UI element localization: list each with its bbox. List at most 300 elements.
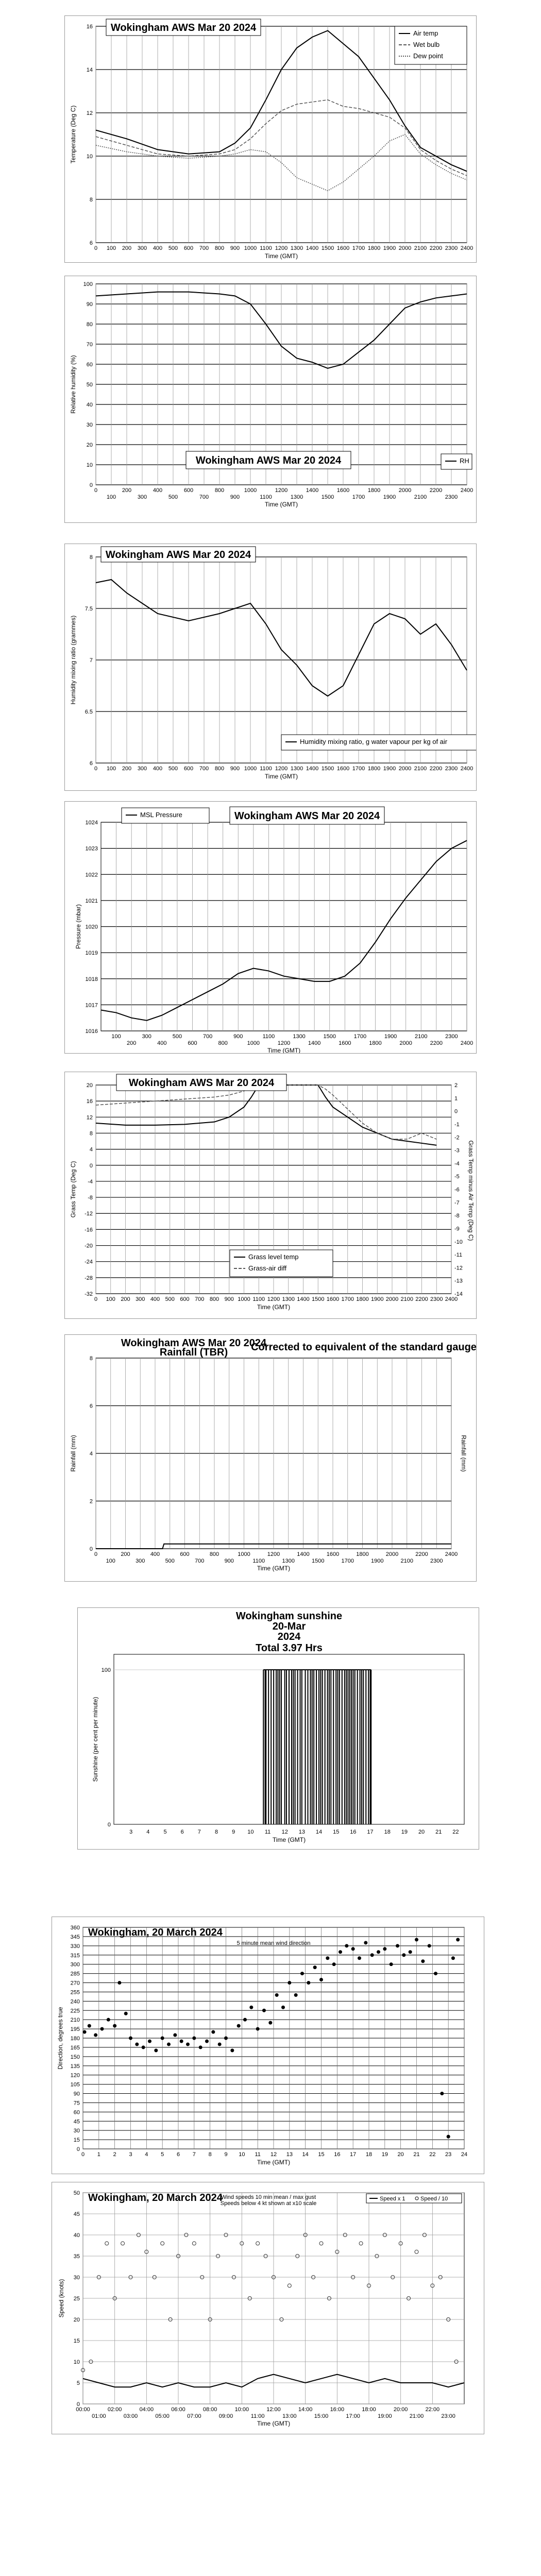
y-right-axis-label: Grass Temp minus Air Temp (Deg C)	[467, 1140, 475, 1241]
wind-direction-point	[326, 1956, 329, 1960]
y-right-tick-label: -13	[454, 1278, 463, 1284]
x-tick-label: 100	[106, 766, 116, 772]
x-tick-label: 5	[163, 1829, 167, 1835]
x-tick-label: 800	[214, 245, 225, 251]
wind-speed-chart	[52, 2182, 484, 2434]
x-tick-label: 0	[94, 766, 98, 772]
x-tick-label: 2400	[445, 1551, 458, 1557]
x-tick-label: 15	[333, 1829, 340, 1835]
x-tick-label: 1100	[252, 1558, 265, 1564]
x-tick-label: 0	[94, 487, 98, 494]
y-tick-label: 165	[70, 2044, 80, 2051]
x-tick-label: 22	[429, 2151, 436, 2158]
x-tick-label: 10	[247, 1829, 254, 1835]
x-tick-label: 19	[401, 1829, 408, 1835]
wind-direction-point	[377, 1950, 380, 1954]
x-tick-label: 800	[214, 766, 225, 772]
x-tick-label: 9	[232, 1829, 235, 1835]
y-tick-label: 25	[73, 2296, 80, 2302]
y-tick-label: 345	[70, 1934, 80, 1940]
x-tick-label: 1300	[282, 1296, 295, 1302]
x-tick-label: 2400	[460, 487, 474, 494]
x-axis-label: Time (GMT)	[264, 501, 298, 508]
wind-direction-point	[107, 2018, 110, 2022]
y-tick-label: 150	[70, 2054, 80, 2060]
x-tick-label: 17:00	[346, 2413, 360, 2419]
legend-label: Dew point	[413, 52, 443, 60]
x-tick-label: 19	[381, 2151, 388, 2158]
wind-direction-point	[402, 1953, 405, 1957]
x-tick-label: 1300	[290, 494, 303, 500]
wind-direction-chart	[52, 1917, 484, 2174]
chart-title: Wokingham AWS Mar 20 2024	[128, 1077, 275, 1089]
x-axis-label: Time (GMT)	[272, 1836, 306, 1843]
x-tick-label: 1100	[260, 766, 272, 772]
wind-direction-point	[205, 2039, 209, 2043]
wind-direction-point	[161, 2037, 164, 2040]
y-tick-label: 240	[70, 1998, 80, 2005]
y-axis-label: Sunshine (per cent per minute)	[92, 1697, 99, 1782]
x-tick-label: 1000	[238, 1551, 250, 1557]
x-tick-label: 09:00	[218, 2413, 233, 2419]
y-tick-label: 0	[76, 2146, 80, 2153]
y-tick-label: 14	[86, 67, 93, 73]
x-tick-label: 17	[350, 2151, 357, 2158]
y-tick-label: 15	[73, 2137, 80, 2144]
wind-direction-point	[268, 2021, 272, 2025]
x-tick-label: 16:00	[330, 2406, 345, 2413]
wind-direction-point	[173, 2033, 177, 2037]
wind-direction-point	[211, 2030, 215, 2034]
x-tick-label: 600	[180, 1296, 190, 1302]
wind-direction-point	[428, 1944, 431, 1947]
wind-direction-point	[230, 2048, 234, 2052]
wind-direction-point	[94, 2033, 97, 2037]
mixing-ratio-chart-panel	[64, 544, 477, 791]
x-tick-label: 03:00	[123, 2413, 138, 2419]
x-tick-label: 1800	[367, 245, 381, 251]
x-tick-label: 7	[192, 2151, 196, 2158]
temperature-chart	[65, 16, 476, 262]
y-tick-label: -24	[84, 1259, 93, 1265]
wind-direction-point	[186, 2042, 190, 2046]
x-tick-label: 19:00	[378, 2413, 392, 2419]
y-tick-label: 80	[86, 321, 93, 328]
pressure-chart	[65, 802, 476, 1053]
x-axis-label: Time (GMT)	[264, 252, 298, 260]
y-tick-label: 8	[89, 197, 93, 203]
x-axis-label: Time (GMT)	[257, 2159, 291, 2166]
x-tick-label: 600	[188, 1040, 197, 1046]
sunshine-chart	[78, 1608, 479, 1849]
x-tick-label: 6	[176, 2151, 180, 2158]
y-tick-label: 30	[73, 2128, 80, 2134]
x-tick-label: 0	[94, 1551, 98, 1557]
wind-direction-point	[117, 1981, 121, 1985]
x-tick-label: 2300	[445, 1033, 458, 1040]
x-tick-label: 14:00	[298, 2406, 313, 2413]
chart-annotation: Corrected to equivalent of the standard gauge	[251, 1342, 476, 1353]
pressure-chart-panel	[64, 801, 477, 1054]
y-tick-label: 60	[73, 2109, 80, 2116]
x-tick-label: 18:00	[362, 2406, 376, 2413]
wind-direction-point	[256, 2027, 260, 2031]
y-tick-label: 2	[89, 1498, 93, 1505]
x-tick-label: 1400	[297, 1296, 310, 1302]
y-tick-label: 6	[89, 760, 93, 767]
y-tick-label: 8	[89, 1355, 93, 1362]
y-right-tick-label: -12	[454, 1265, 463, 1272]
y-tick-label: 0	[89, 1546, 93, 1552]
x-tick-label: 200	[122, 487, 132, 494]
x-tick-label: 1400	[308, 1040, 321, 1046]
y-axis-label: Rainfall (mm)	[70, 1435, 77, 1472]
x-tick-label: 1400	[306, 766, 319, 772]
x-tick-label: 400	[150, 1296, 160, 1302]
x-tick-label: 15	[318, 2151, 325, 2158]
y-tick-label: 180	[70, 2036, 80, 2042]
x-tick-label: 900	[230, 494, 240, 500]
y-tick-label: 1023	[85, 845, 98, 852]
x-tick-label: 9	[224, 2151, 228, 2158]
x-tick-label: 200	[122, 766, 132, 772]
x-tick-label: 1800	[369, 1040, 382, 1046]
x-tick-label: 02:00	[107, 2406, 122, 2413]
x-tick-label: 22:00	[425, 2406, 440, 2413]
x-tick-label: 1500	[312, 1558, 325, 1564]
x-tick-label: 700	[195, 1296, 205, 1302]
y-tick-label: 12	[86, 110, 93, 116]
wind-direction-point	[148, 2039, 151, 2043]
x-tick-label: 1900	[383, 245, 396, 251]
y-tick-label: 285	[70, 1971, 80, 1977]
y-tick-label: 210	[70, 2017, 80, 2024]
y-right-tick-label: -6	[454, 1187, 460, 1193]
y-tick-label: 1016	[85, 1028, 98, 1035]
x-tick-label: 2200	[429, 245, 443, 251]
x-tick-label: 8	[208, 2151, 212, 2158]
x-tick-label: 1200	[267, 1296, 280, 1302]
wind-direction-point	[358, 1956, 361, 1960]
x-tick-label: 2000	[385, 1551, 399, 1557]
y-tick-label: 330	[70, 1943, 80, 1950]
chart-total: Total 3.97 Hrs	[256, 1642, 323, 1654]
wind-direction-point	[288, 1981, 291, 1985]
wind-direction-point	[409, 1950, 412, 1954]
x-tick-label: 2100	[400, 1558, 413, 1564]
x-tick-label: 800	[214, 487, 225, 494]
x-tick-label: 11	[264, 1829, 271, 1835]
y-tick-label: 0	[107, 1822, 111, 1828]
x-axis-label: Time (GMT)	[257, 1565, 291, 1572]
x-tick-label: 1600	[339, 1040, 351, 1046]
wind-direction-point	[319, 1978, 323, 1981]
y-tick-label: 360	[70, 1925, 80, 1931]
x-tick-label: 1200	[267, 1551, 280, 1557]
x-tick-label: 700	[199, 245, 209, 251]
legend-label: MSL Pressure	[140, 811, 182, 819]
wind-direction-point	[351, 1947, 355, 1951]
rainfall-chart-panel	[64, 1334, 477, 1582]
wind-direction-point	[313, 1965, 317, 1969]
x-tick-label: 2400	[460, 766, 474, 772]
x-tick-label: 1200	[277, 1040, 291, 1046]
legend-label: Grass-air diff	[248, 1264, 287, 1272]
wind-direction-point	[383, 1947, 386, 1951]
x-tick-label: 1500	[321, 245, 334, 251]
x-tick-label: 13:00	[282, 2413, 297, 2419]
y-tick-label: 100	[101, 1667, 111, 1673]
x-tick-label: 2300	[430, 1558, 443, 1564]
chart-title: Wokingham AWS Mar 20 2024	[105, 549, 251, 561]
x-tick-label: 1300	[282, 1558, 295, 1564]
x-tick-label: 900	[230, 766, 240, 772]
x-tick-label: 400	[153, 766, 163, 772]
x-tick-label: 100	[106, 494, 116, 500]
x-tick-label: 200	[121, 1551, 130, 1557]
x-tick-label: 1000	[244, 245, 257, 251]
y-tick-label: 60	[86, 362, 93, 368]
x-tick-label: 700	[199, 766, 209, 772]
y-right-tick-label: -7	[454, 1199, 460, 1206]
x-tick-label: 14	[302, 2151, 309, 2158]
x-tick-label: 2200	[415, 1551, 428, 1557]
x-tick-label: 2100	[414, 245, 427, 251]
y-tick-label: 225	[70, 2008, 80, 2014]
y-tick-label: 20	[86, 442, 93, 448]
x-tick-label: 900	[224, 1296, 234, 1302]
x-tick-label: 600	[180, 1551, 190, 1557]
chart-title: Wokingham, 20 March 2024	[88, 1927, 223, 1938]
x-tick-label: 100	[111, 1033, 121, 1040]
x-tick-label: 1400	[297, 1551, 310, 1557]
x-tick-label: 1800	[367, 766, 381, 772]
x-tick-label: 300	[136, 1558, 145, 1564]
x-tick-label: 1900	[383, 494, 396, 500]
y-tick-label: 255	[70, 1989, 80, 1996]
x-tick-label: 300	[136, 1296, 145, 1302]
y-tick-label: 75	[73, 2100, 80, 2107]
x-tick-label: 1000	[244, 487, 257, 494]
x-tick-label: 2300	[445, 766, 458, 772]
y-tick-label: -20	[84, 1243, 93, 1249]
wind-direction-point	[434, 1972, 437, 1975]
x-tick-label: 20:00	[393, 2406, 408, 2413]
x-tick-label: 800	[209, 1296, 219, 1302]
humidity-chart	[65, 276, 476, 522]
x-tick-label: 2000	[399, 1040, 412, 1046]
wind-direction-point	[390, 1962, 393, 1966]
y-tick-label: -8	[88, 1195, 93, 1201]
x-tick-label: 2100	[414, 766, 427, 772]
wind-direction-point	[275, 1993, 279, 1997]
x-tick-label: 2000	[398, 487, 412, 494]
x-tick-label: 100	[106, 245, 116, 251]
x-tick-label: 2	[113, 2151, 116, 2158]
x-tick-label: 900	[230, 245, 240, 251]
x-tick-label: 7	[197, 1829, 201, 1835]
y-axis-label: Pressure (mbar)	[75, 904, 82, 949]
wind-direction-point	[421, 1959, 425, 1963]
x-tick-label: 11:00	[250, 2413, 265, 2419]
x-tick-label: 500	[165, 1558, 175, 1564]
x-tick-label: 1900	[384, 1033, 397, 1040]
y-tick-label: 35	[73, 2253, 80, 2260]
humidity-chart-panel	[64, 276, 477, 523]
legend-label: RH	[460, 457, 469, 465]
y-tick-label: 1021	[85, 897, 98, 904]
x-tick-label: 2400	[445, 1296, 458, 1302]
x-tick-label: 5	[161, 2151, 164, 2158]
y-tick-label: 0	[89, 1162, 93, 1169]
x-tick-label: 1100	[260, 245, 272, 251]
y-tick-label: 45	[73, 2119, 80, 2125]
x-tick-label: 300	[137, 245, 147, 251]
y-tick-label: 4	[89, 1146, 93, 1153]
x-tick-label: 2400	[460, 245, 474, 251]
x-tick-label: 08:00	[202, 2406, 217, 2413]
y-right-tick-label: 1	[454, 1095, 458, 1102]
wind-direction-point	[370, 1953, 374, 1957]
wind-direction-point	[339, 1950, 342, 1954]
x-tick-label: 500	[172, 1033, 182, 1040]
x-tick-label: 2200	[429, 487, 443, 494]
x-tick-label: 400	[157, 1040, 167, 1046]
y-tick-label: 40	[73, 2232, 80, 2239]
x-tick-label: 10	[239, 2151, 245, 2158]
y-tick-label: 0	[76, 2401, 80, 2408]
x-tick-label: 1500	[321, 766, 334, 772]
x-tick-label: 15:00	[314, 2413, 329, 2419]
x-tick-label: 21:00	[409, 2413, 424, 2419]
y-tick-label: 16	[86, 1098, 93, 1105]
wind-direction-point	[415, 1938, 418, 1941]
x-tick-label: 600	[183, 245, 194, 251]
y-right-tick-label: -5	[454, 1174, 460, 1180]
y-tick-label: 120	[70, 2072, 80, 2079]
x-tick-label: 2300	[430, 1296, 443, 1302]
x-tick-label: 1600	[326, 1296, 340, 1302]
y-right-tick-label: -9	[454, 1226, 460, 1232]
y-tick-label: 1022	[85, 872, 98, 878]
x-tick-label: 1600	[326, 1551, 340, 1557]
y-tick-label: 105	[70, 2081, 80, 2088]
x-tick-label: 1000	[244, 766, 257, 772]
x-tick-label: 06:00	[171, 2406, 185, 2413]
y-tick-label: 30	[86, 422, 93, 428]
x-tick-label: 600	[183, 487, 194, 494]
wind-direction-point	[129, 2037, 132, 2040]
x-tick-label: 500	[168, 245, 178, 251]
y-axis-label: Grass Temp (Deg C)	[70, 1161, 77, 1218]
x-tick-label: 1500	[312, 1296, 325, 1302]
y-tick-label: 0	[89, 482, 93, 488]
x-tick-label: 2400	[460, 1040, 474, 1046]
wind-direction-point	[142, 2045, 145, 2049]
x-tick-label: 0	[81, 2151, 85, 2158]
wind-direction-point	[456, 1938, 460, 1941]
x-tick-label: 200	[126, 1040, 137, 1046]
y-axis-label: Humidity mixing ratio (grammes)	[70, 615, 77, 705]
x-tick-label: 22	[452, 1829, 459, 1835]
x-tick-label: 3	[129, 2151, 132, 2158]
x-tick-label: 1600	[336, 487, 350, 494]
y-tick-label: 90	[86, 301, 93, 308]
y-axis-label: Relative humidity (%)	[70, 355, 77, 414]
legend-label: Air temp	[413, 29, 438, 37]
x-tick-label: 100	[106, 1558, 115, 1564]
y-tick-label: -4	[88, 1178, 93, 1185]
y-tick-label: 135	[70, 2063, 80, 2070]
x-tick-label: 11	[255, 2151, 261, 2158]
chart-title: Wokingham sunshine	[235, 1611, 343, 1622]
x-tick-label: 200	[122, 245, 132, 251]
y-tick-label: 90	[73, 2091, 80, 2097]
x-tick-label: 2000	[398, 245, 412, 251]
x-tick-label: 1000	[238, 1296, 250, 1302]
x-tick-label: 2300	[445, 245, 458, 251]
x-tick-label: 17	[367, 1829, 374, 1835]
legend-label: Speed / 10	[420, 2196, 448, 2202]
x-tick-label: 07:00	[187, 2413, 201, 2419]
x-tick-label: 300	[137, 494, 147, 500]
wind-direction-point	[100, 2027, 104, 2031]
y-tick-label: 16	[86, 24, 93, 30]
y-right-tick-label: -14	[454, 1291, 463, 1297]
x-tick-label: 1200	[275, 487, 288, 494]
wind-direction-point	[332, 1962, 336, 1966]
legend-label: Grass level temp	[248, 1253, 299, 1261]
x-tick-label: 04:00	[139, 2406, 154, 2413]
x-tick-label: 20	[397, 2151, 404, 2158]
x-tick-label: 18	[384, 1829, 391, 1835]
y-tick-label: 4	[89, 1451, 93, 1457]
y-tick-label: 195	[70, 2026, 80, 2033]
wind-direction-point	[192, 2037, 196, 2040]
y-tick-label: 20	[86, 1082, 93, 1089]
x-tick-label: 900	[233, 1033, 243, 1040]
y-tick-label: 45	[73, 2211, 80, 2217]
x-tick-label: 00:00	[76, 2406, 90, 2413]
x-tick-label: 10:00	[234, 2406, 249, 2413]
x-tick-label: 400	[153, 487, 163, 494]
y-tick-label: 8	[89, 554, 93, 561]
grass-temp-chart	[65, 1072, 476, 1318]
chart-subtitle: 5 minute mean wind direction	[236, 1940, 311, 1946]
chart-title: Wokingham AWS Mar 20 2024	[195, 455, 342, 466]
x-tick-label: 3	[129, 1829, 133, 1835]
y-tick-label: 6.5	[84, 709, 93, 715]
y-tick-label: 6	[89, 240, 93, 246]
y-right-tick-label: -10	[454, 1239, 463, 1245]
y-tick-label: 1018	[85, 976, 98, 982]
y-tick-label: 7	[89, 657, 93, 664]
mixing-ratio-chart	[65, 544, 476, 790]
legend-label: Speed x 1	[380, 2196, 405, 2202]
wind-direction-point	[224, 2037, 228, 2040]
x-tick-label: 24	[461, 2151, 468, 2158]
x-tick-label: 700	[202, 1033, 213, 1040]
x-tick-label: 13	[298, 1829, 306, 1835]
y-tick-label: 300	[70, 1961, 80, 1968]
x-tick-label: 13	[286, 2151, 293, 2158]
x-tick-label: 1200	[275, 766, 288, 772]
x-tick-label: 1700	[341, 1296, 354, 1302]
x-tick-label: 200	[121, 1296, 130, 1302]
x-tick-label: 2100	[415, 1033, 428, 1040]
y-tick-label: 1020	[85, 924, 98, 930]
x-tick-label: 1900	[371, 1558, 384, 1564]
